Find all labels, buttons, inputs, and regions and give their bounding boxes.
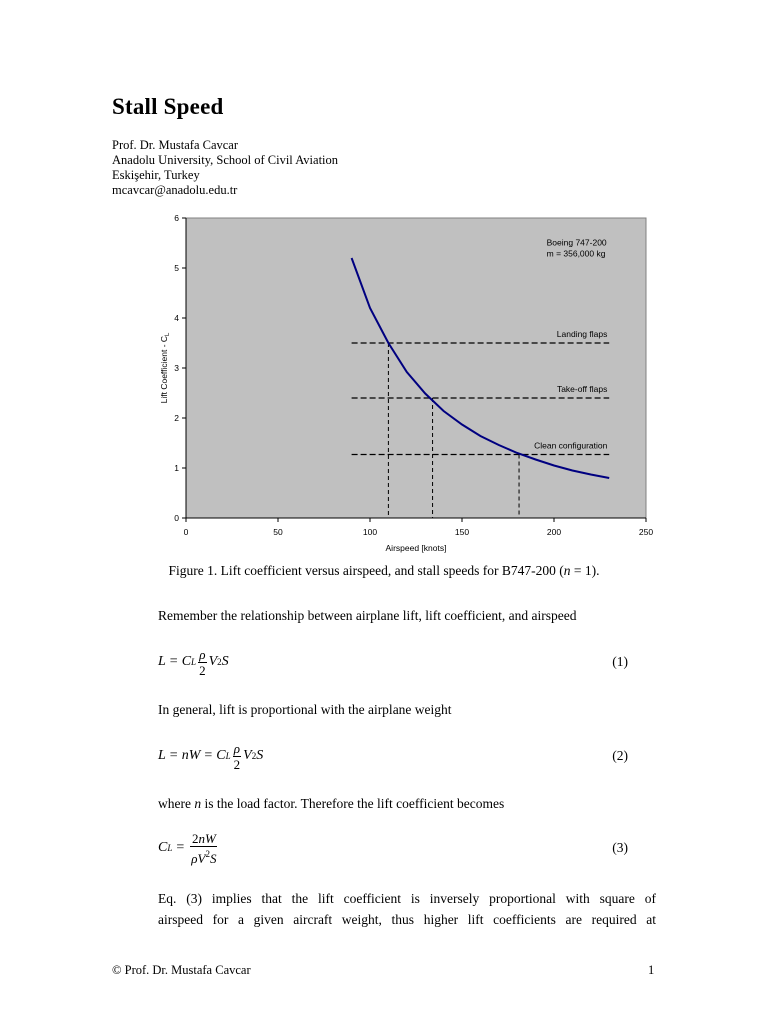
y-tick-label: 6	[174, 213, 179, 223]
author-location: Eskişehir, Turkey	[112, 168, 200, 182]
y-tick-label: 0	[174, 513, 179, 523]
paragraph-1: Remember the relationship between airplane lift, lift coefficient, and airspeed	[158, 608, 577, 623]
footer-copyright: © Prof. Dr. Mustafa Cavcar	[112, 963, 251, 977]
x-tick-label: 50	[273, 527, 283, 537]
x-axis-label: Airspeed [knots]	[385, 543, 447, 553]
equation-2-number: (2)	[612, 748, 628, 763]
x-tick-label: 150	[454, 527, 470, 537]
author-name: Prof. Dr. Mustafa Cavcar	[112, 138, 239, 152]
plot-area	[186, 218, 646, 518]
y-axis-label: Lift Coefficient - $C_L$	[159, 332, 171, 404]
x-tick-label: 200	[546, 527, 562, 537]
page-number: 1	[648, 963, 655, 977]
paragraph-4-line-1: Eq. (3) implies that the lift coefficient is inversely proportional with square of	[158, 891, 656, 906]
page-title: Stall Speed	[112, 94, 224, 119]
equation-3-number: (3)	[612, 840, 628, 855]
paragraph-4-line-2: airspeed for a given aircraft weight, thus higher lift coefficients are required at	[158, 912, 656, 927]
config-label-1: Take-off flaps	[556, 384, 608, 394]
equation-2: L = nW = C L $\frac{\rho}{2}$ V 2 S (2)	[158, 740, 628, 772]
y-tick-label: 5	[174, 263, 179, 273]
paragraph-2: In general, lift is proportional with the airplane weight	[158, 702, 452, 717]
equation-1: L = C L $\frac{\rho}{2}$ V 2 S (1)	[158, 646, 628, 678]
y-tick-label: 3	[174, 363, 179, 373]
equation-1-number: (1)	[612, 654, 628, 669]
x-tick-label: 100	[362, 527, 378, 537]
figure-caption: Figure 1. Lift coefficient versus airspeed, and stall speeds for B747-200 (n = 1).	[168, 563, 600, 578]
mass-label: m = 356,000 kg	[546, 248, 606, 259]
x-tick-label: 0	[183, 527, 189, 537]
y-tick-label: 4	[174, 313, 179, 323]
aircraft-label: Boeing 747-200	[546, 237, 607, 248]
paragraph-3: where n is the load factor. Therefore the lift coefficient becomes	[158, 796, 505, 811]
author-email: mcavcar@anadolu.edu.tr	[112, 183, 238, 197]
y-tick-label: 1	[174, 463, 179, 473]
y-tick-label: 2	[174, 413, 179, 423]
author-affiliation: Anadolu University, School of Civil Aviation	[112, 153, 339, 167]
config-label-0: Landing flaps	[556, 329, 608, 339]
config-label-2: Clean configuration	[534, 440, 608, 451]
equation-3: C L = $\frac{2nW}{\rho V^2S}$ (3)	[158, 830, 628, 866]
lift-coefficient-chart	[158, 208, 668, 558]
x-tick-label: 250	[638, 527, 654, 537]
